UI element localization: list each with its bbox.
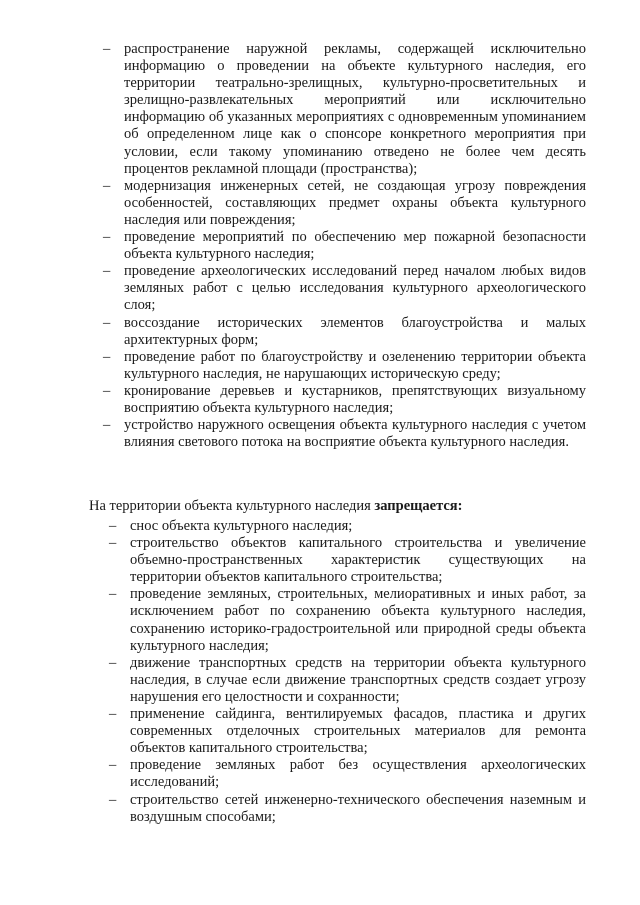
list-item: – снос объекта культурного наследия; bbox=[130, 518, 586, 535]
list-item: – проведение работ по благоустройству и озеленению территории объекта культурного наследия, не нарушающих историческую среду; bbox=[124, 349, 586, 383]
list-item: – устройство наружного освещения объекта культурного наследия с учетом влияния светового потока на восприятие объекта культурного наследия. bbox=[124, 417, 586, 451]
list-item: – применение сайдинга, вентилируемых фасадов, пластика и других современных отделочных строительных материалов для ремонта объектов капитального строительства; bbox=[130, 706, 586, 757]
list-item: – строительство объектов капитального строительства и увеличение объемно-пространственных характеристик существующих на территории объектов капитального строительства; bbox=[130, 535, 586, 586]
permitted-activities-list bbox=[124, 41, 586, 451]
list-item: – воссоздание исторических элементов благоустройства и малых архитектурных форм; bbox=[124, 315, 586, 349]
list-item: – распространение наружной рекламы, содержащей исключительно информацию о проведении на объекте культурного наследия, его территории театрально-зрелищных, культурно-просветительных и зрелищно-развлекательных мероприятий или исключительно информацию об указанных мероприятиях с одновременным упоминанием об определенном лице как о спонсоре конкретного мероприятия при условии, если такому упоминанию отведено не более чем десять процентов рекламной площади (пространства); bbox=[124, 41, 586, 178]
prohibited-activities-list bbox=[130, 518, 586, 826]
list-item: – проведение мероприятий по обеспечению мер пожарной безопасности объекта культурного наследия; bbox=[124, 229, 586, 263]
list-item: – проведение земляных, строительных, мелиоративных и иных работ, за исключением работ по сохранению объекта культурного наследия, сохранению историко-градостроительной или природной среды объекта культурного наследия; bbox=[130, 586, 586, 654]
list-item: – модернизация инженерных сетей, не создающая угрозу повреждения особенностей, составляющих предмет охраны объекта культурного наследия или повреждения; bbox=[124, 178, 586, 229]
list-item: – проведение земляных работ без осуществления археологических исследований; bbox=[130, 757, 586, 791]
section-heading-text: На территории объекта культурного наследия bbox=[89, 498, 375, 514]
section-heading-emphasis: запрещается: bbox=[374, 498, 463, 514]
list-item: – движение транспортных средств на территории объекта культурного наследия, в случае если движение транспортных средств создает угрозу нарушения его целостности и сохранности; bbox=[130, 655, 586, 706]
list-item: – строительство сетей инженерно-технического обеспечения наземным и воздушным способами; bbox=[130, 792, 586, 826]
list-item: – проведение археологических исследований перед началом любых видов земляных работ с целью исследования культурного археологического слоя; bbox=[124, 263, 586, 314]
list-item: – кронирование деревьев и кустарников, препятствующих визуальному восприятию объекта культурного наследия; bbox=[124, 383, 586, 417]
section-heading bbox=[89, 498, 462, 515]
